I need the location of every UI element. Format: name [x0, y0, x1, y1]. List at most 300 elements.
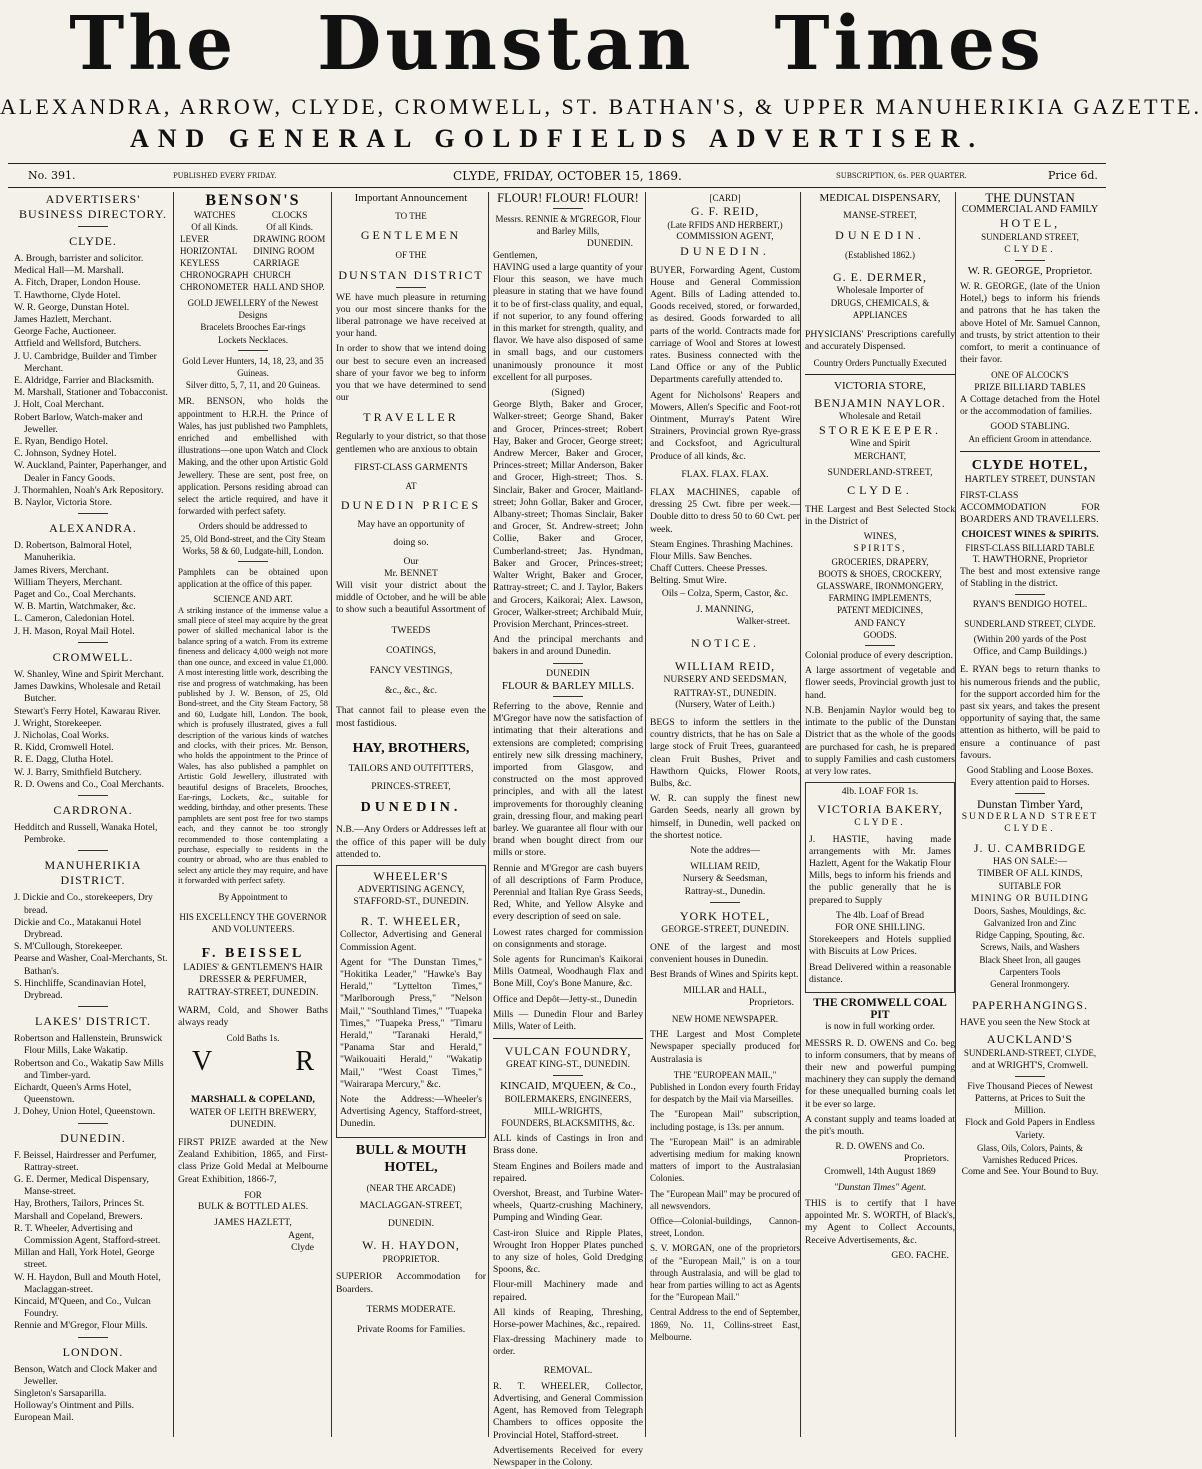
- text-line: Good Stabling and Loose Boxes.: [966, 764, 1094, 776]
- divider: [238, 350, 268, 351]
- newspaper-title: [0, 2, 1114, 86]
- directory-entry: Millan and Hall, York Hotel, George street.: [14, 1247, 155, 1271]
- text-line: CLYDE.: [847, 482, 913, 497]
- paragraph: The "European Mail" may be procured of all newsvendors.: [650, 1188, 800, 1211]
- text-line: HIS EXCELLENCY THE GOVERNOR: [179, 911, 327, 922]
- directory-entry: Robert Barlow, Watch-maker and Jeweller.: [14, 411, 143, 435]
- text-line: MACLAGGAN-STREET,: [359, 1199, 463, 1211]
- benson-table: [178, 209, 328, 293]
- paragraph: Steam Engines and Boilers made and repaired.: [493, 1160, 643, 1184]
- paragraph: Will visit your district about the middle of October, and he will be able to show such a beautiful Assortment of: [336, 580, 486, 616]
- paragraph: FIRST PRIZE awarded at the New Zealand Exhibition, 1865, and First-class Prize Gold Medal at Melbourne Great Exhibition, 1866-7,: [178, 1137, 328, 1185]
- table-cell: CHURCH: [253, 270, 291, 280]
- text-line: Carpenters Tools: [999, 966, 1061, 977]
- text-line: Flock and Gold Papers in Endless Variety.: [965, 1117, 1095, 1141]
- text-line: Black Sheet Iron, all gauges: [979, 954, 1081, 965]
- divider: [78, 795, 108, 796]
- text-line: Agent,: [288, 1229, 314, 1241]
- directory-entry: Rennie and M'Gregor, Flour Mills.: [14, 1320, 148, 1332]
- table-cell: LEVER: [180, 234, 209, 244]
- text-line: DUNEDIN.: [586, 237, 633, 249]
- text-line: Silver ditto, 5, 7, 11, and 20 Guineas.: [185, 380, 321, 391]
- text-line: Rattray-st., Dunedin.: [684, 885, 766, 897]
- paragraph: FLAX MACHINES, capable of dressing 25 Cwt. fibre per week.—Double ditto to dress 50 to 60 Cwt. per week.: [650, 487, 800, 535]
- text-line: STAFFORD-ST., DUNEDIN.: [353, 896, 469, 908]
- paragraph: Sole agents for Runciman's Kaikorai Mills Oatmeal, Woodhaugh Flax and Bone Mill, Coy's Bone Manure, &c.: [493, 953, 643, 990]
- subscription-note: SUBSCRIPTION, 6s. PER QUARTER.: [836, 172, 967, 180]
- text-line: R. T. WHEELER,: [360, 914, 462, 929]
- text-line: &c., &c., &c.: [385, 685, 437, 697]
- text-line: TIMBER OF ALL KINDS,: [977, 868, 1083, 880]
- directory-entry: J. Dohey, Union Hotel, Queenstown.: [14, 1106, 156, 1118]
- text-line: (NEAR THE ARCADE): [366, 1182, 456, 1193]
- directory-entry: Robertson and Co., Wakatip Saw Mills and Timber-yard.: [14, 1057, 164, 1081]
- text-line: WATER OF LEITH BREWERY,: [189, 1106, 317, 1118]
- directory-heading: ADVERTISERS': [45, 192, 141, 206]
- divider: [710, 902, 740, 903]
- paragraph: WE have much pleasure in returning you our most sincere thanks for the liberal patronage we have received at your hand.: [336, 291, 486, 340]
- paragraph: In order to show that we intend doing our best to secure even an increased share of your favor we beg to inform you that we have determined to send our: [336, 343, 486, 404]
- section-title: LAKES' DISTRICT.: [35, 1014, 151, 1029]
- text-line: GOODS.: [863, 629, 897, 640]
- text-line: DUNSTAN DISTRICT: [338, 267, 484, 282]
- text-line: CHOICEST WINES & SPIRITS.: [961, 529, 1099, 541]
- text-line: (Late RFIDS AND HERBERT,): [667, 220, 783, 231]
- text-line: SUNDERLAND-STREET, CLYDE,: [963, 1048, 1097, 1059]
- text-line: Cold Baths 1s.: [226, 1033, 280, 1044]
- text-line: (Established 1862.): [845, 250, 915, 261]
- text-line: Messrs. RENNIE & M'GREGOR, Flour and Barley Mills,: [495, 214, 641, 237]
- text-line: General Ironmongery.: [990, 978, 1070, 989]
- ad-heading: MARSHALL & COPELAND,: [191, 1094, 315, 1106]
- divider: [78, 850, 108, 851]
- text-line: SUITABLE FOR: [998, 881, 1062, 892]
- directory-list: [14, 669, 172, 791]
- directory-entry: W. Shanley, Wine and Spirit Merchant.: [14, 668, 164, 680]
- ad-heading: THE CROMWELL COAL PIT: [813, 996, 947, 1022]
- text-line: DUNEDIN.: [360, 800, 462, 816]
- text-line: SUNDERLAND-STREET,: [827, 466, 933, 478]
- directory-entry: European Mail.: [14, 1412, 74, 1424]
- directory-entry: L. Cameron, Caledonian Hotel.: [14, 613, 135, 625]
- divider: [78, 226, 108, 227]
- divider: [553, 696, 583, 697]
- paragraph: BUYER, Forwarding Agent, Custom House and General Commission Agent. Bills of Lading attended to. Goods received, stored, or forwarded, as desired. Goods forwarded to all parts of the world. Contracts made for carriage of Wool and Stores at lowest rates. Business connected with the Land Office or any of the Public Departments carefully attended to.: [650, 264, 800, 386]
- paragraph: Flour-mill Machinery made and repaired.: [493, 1279, 643, 1303]
- paragraph: And the principal merchants and bakers in and around Dunedin.: [493, 634, 643, 658]
- vr-letter: V: [192, 1046, 213, 1078]
- issue-number: No. 391.: [28, 169, 76, 182]
- directory-entry: Singleton's Sarsaparilla.: [14, 1388, 107, 1400]
- directory-list: [14, 540, 172, 638]
- paragraph: S. V. MORGAN, one of the proprietors of the "European Mail," is on a tour through Australasia, and will be glad to hear from parties willing to act as Agents for the "European Mail.": [650, 1243, 800, 1303]
- text-line: Clyde: [291, 1241, 314, 1253]
- directory-entry: Pearse and Washer, Coal-Merchants, St. Bathan's.: [14, 953, 168, 977]
- divider: [78, 513, 108, 514]
- paragraph: THE Largest and Best Selected Stock in the District of: [805, 503, 955, 528]
- directory-list: [14, 253, 172, 509]
- directory-entry: J. Dickie and Co., storekeepers, Dry bread.: [14, 892, 153, 916]
- text-line: WINES,: [863, 531, 897, 543]
- table-cell: DINING ROOM: [253, 246, 315, 256]
- text-line: GOLD JEWELLERY of the Newest Designs: [187, 298, 319, 321]
- table-subheader: Of all Kinds.: [266, 222, 313, 232]
- paragraph: Colonial produce of every description.: [805, 650, 953, 662]
- directory-entry: Eichardt, Queen's Arms Hotel, Queenstown.: [14, 1081, 132, 1106]
- directory-entry: Attfield and Wellsford, Butchers.: [14, 338, 142, 350]
- paragraph: THE Largest and Most Complete Newspaper specially produced for Australasia is: [650, 1029, 800, 1065]
- table-cell: CARRIAGE: [253, 258, 300, 268]
- directory-entry: Hedditch and Russell, Wanaka Hotel, Pembroke.: [14, 821, 158, 846]
- text-line: MILLAR and HALL,: [683, 984, 767, 996]
- directory-list: [14, 1033, 172, 1118]
- text-line: MINING OR BUILDING: [970, 892, 1090, 904]
- benson-title: BENSON'S: [205, 192, 301, 209]
- text-line: DUNEDIN.: [387, 1217, 435, 1229]
- masthead-rule: [8, 163, 1106, 164]
- column-announcement: [336, 192, 486, 1437]
- text-line: Steam Engines. Thrashing Machines.: [650, 538, 793, 550]
- directory-entry: W. H. Haydon, Bull and Mouth Hotel, Maclaggan-street.: [14, 1271, 161, 1295]
- text-line: Every attention paid to Horses.: [970, 777, 1090, 789]
- paragraph: HAVING used a large quantity of your Flour this season, we have much pleasure in stating that we have found it to be of first-class quality, and equal, if not superior, to any found offering in this market for strength, quality, and flavor. We have also disposed of same in small bags, and our customers unanimously pronounce it most excellent for all purposes.: [493, 262, 643, 383]
- text-line: TRAVELLER: [363, 410, 459, 425]
- directory-entry: James Dawkins, Wholesale and Retail Butcher.: [14, 681, 161, 705]
- directory-entry: W. R. George, Dunstan Hotel.: [14, 301, 130, 313]
- divider: [1015, 793, 1045, 794]
- ad-heading: NEW HOME NEWSPAPER.: [671, 1013, 779, 1024]
- divider: [1015, 1076, 1045, 1077]
- text-line: Wholesale and Retail: [838, 411, 922, 423]
- directory-entry: W. Auckland, Painter, Paperhanger, and Dealer in Fancy Goods.: [14, 460, 167, 484]
- ad-heading: PAPERHANGINGS.: [972, 998, 1088, 1013]
- paragraph: Flax-dressing Machinery made to order.: [493, 1334, 643, 1358]
- ad-heading: VICTORIA BAKERY,: [817, 802, 943, 817]
- ad-heading: WHEELER'S: [373, 868, 449, 883]
- directory-entry: Benson, Watch and Clock Maker and Jeweller.: [14, 1363, 157, 1387]
- ad-heading: FLOUR! FLOUR! FLOUR!: [497, 191, 639, 205]
- paragraph: All kinds of Reaping, Threshing, Horse-power Machines, &c., repaired.: [493, 1306, 643, 1331]
- ad-heading: Important Announcement: [354, 192, 468, 204]
- text-line: HOTEL,: [999, 216, 1061, 231]
- text-line: FOR ONE SHILLING.: [835, 921, 925, 933]
- text-line: W. H. HAYDON,: [362, 1238, 460, 1253]
- paragraph: WARM, Cold, and Shower Baths always ready: [178, 1004, 328, 1029]
- text-line: CLYDE.: [854, 817, 906, 829]
- directory-entry: Robertson and Hallenstein, Brunswick Flour Mills, Lake Wakatip.: [14, 1033, 163, 1057]
- text-line: MANSE-STREET,: [843, 210, 917, 222]
- paragraph: SUPERIOR Accommodation for Boarders.: [336, 1271, 486, 1295]
- paragraph: FIRST-CLASS ACCOMMODATION FOR BOARDERS AND TRAVELLERS.: [960, 489, 1100, 526]
- directory-entry: Marshall and Copeland, Brewers.: [14, 1210, 143, 1222]
- text-line: GENTLEMEN: [360, 228, 462, 243]
- text-line: ONE OF ALCOCK'S: [991, 370, 1069, 381]
- text-line: THE "EUROPEAN MAIL,": [673, 1069, 777, 1080]
- masthead: [0, 0, 1202, 165]
- divider: [805, 374, 955, 375]
- section-title: DUNEDIN.: [60, 1130, 126, 1145]
- text-line: DRUGS, CHEMICALS, & APPLIANCES: [830, 297, 930, 321]
- text-line: Orders should be addressed to: [198, 521, 308, 532]
- directory-entry: Holloway's Ointment and Pills.: [14, 1400, 135, 1412]
- text-line: The 4lb. Loaf of Bread: [835, 909, 925, 921]
- text-line: Wine and Spirit: [849, 438, 911, 450]
- text-line: Bracelets Brooches Ear-rings: [200, 322, 306, 333]
- text-line: COMMISSION AGENT,: [676, 231, 774, 243]
- text-line: WILLIAM REID,: [690, 861, 760, 873]
- text-line: BOOTS & SHOES, CROCKERY,: [818, 568, 942, 579]
- paragraph: N.B.—Any Orders or Addresses left at the office of this paper will be duly attended to.: [336, 824, 486, 860]
- text-line: Gold Lever Hunters, 14, 18, 23, and 35 Guineas.: [182, 355, 324, 379]
- paragraph: Storekeepers and Hotels supplied with Biscuits at Low Prices.: [809, 934, 951, 958]
- text-line: Nursery & Seedsman,: [682, 873, 768, 885]
- ad-heading: YORK HOTEL,: [679, 908, 771, 923]
- paragraph: R. T. WHEELER, Collector, Advertising, and General Commission Agent, has Removed from Telegraph Chambers to offices opposite the Provincial Hotel, Stafford-street.: [493, 1380, 643, 1441]
- divider: [78, 642, 108, 643]
- masthead-subtitle-2: AND GENERAL GOLDFIELDS ADVERTISER.: [129, 124, 985, 153]
- ad-heading: THE DUNSTAN: [985, 190, 1075, 205]
- paragraph: Rennie and M'Gregor are cash buyers of all descriptions of Farm Produce, Perennial and Italian Rye Grass Seeds, Red, White, and Yellow Alsyke and every description of seed on sale.: [493, 862, 643, 923]
- text-line: Doors, Sashes, Mouldings, &c.: [973, 905, 1087, 916]
- paragraph: Pamphlets can be obtained upon application at the office of this paper.: [178, 567, 328, 590]
- ad-heading: MEDICAL DISPENSARY,: [819, 192, 941, 204]
- directory-entry: J. Thormahlen, Noah's Ark Repository.: [14, 484, 164, 496]
- text-line: OF THE: [395, 250, 427, 261]
- section-title: CLYDE.: [69, 234, 117, 248]
- text-line: May have an opportunity of: [357, 519, 465, 531]
- divider: [553, 1075, 583, 1076]
- divider: [78, 1123, 108, 1124]
- text-line: "Dunstan Times" Agent.: [833, 1181, 927, 1193]
- text-line: J. MANNING,: [696, 603, 754, 615]
- paragraph: THIS is to certify that I have appointed Mr. S. WORTH, of Black's, my Agent to Collect Accounts, Receive Advertisements, &c.: [805, 1198, 955, 1246]
- text-line: DUNEDIN.: [229, 1118, 277, 1130]
- directory-entry: J. Holt, Coal Merchant.: [14, 399, 105, 411]
- text-line: FARMING IMPLEMENTS,: [828, 593, 932, 604]
- ad-heading: W. R. GEORGE, Proprietor.: [967, 264, 1093, 277]
- paragraph: Office—Colonial-buildings, Cannon-street, London.: [650, 1216, 800, 1239]
- directory-entry: R. E. Dagg, Clutha Hotel.: [14, 754, 114, 766]
- directory-entry: J. Nicholas, Coal Works.: [14, 729, 109, 741]
- directory-entry: William Theyers, Merchant.: [14, 576, 123, 588]
- paragraph: MESSRS R. D. OWENS and Co. beg to inform consumers, that by means of their new and powerful pumping machinery they can supply the demand for these unequalled burning coals let it be ever so large.: [805, 1037, 955, 1110]
- directory-entry: E. Aldridge, Farrier and Blacksmith.: [14, 375, 154, 387]
- text-line: DUNEDIN.: [835, 228, 925, 243]
- divider: [1015, 260, 1045, 261]
- text-line: (Signed): [551, 387, 585, 399]
- text-line: Gentlemen,: [493, 249, 538, 261]
- info-bar: [8, 166, 1106, 186]
- directory-list: [14, 822, 172, 846]
- text-line: COMMERCIAL AND FAMILY: [961, 204, 1099, 216]
- text-line: NURSERY AND SEEDSMAN,: [663, 674, 787, 686]
- paragraph: The "European Mail" subscription, including postage, is 13s. per annum.: [650, 1109, 800, 1132]
- text-line: GREAT KING-ST., DUNEDIN.: [505, 1059, 631, 1071]
- divider: [553, 208, 583, 209]
- text-line: Five Thousand Pieces of Newest Patterns, at Prices to Suit the Million.: [967, 1080, 1093, 1117]
- text-line: RATTRAY-STREET, DUNEDIN.: [187, 986, 319, 998]
- directory-entry: Hay, Brothers, Tailors, Princes St.: [14, 1198, 145, 1210]
- paragraph: MR. BENSON, who holds the appointment to H.R.H. the Prince of Wales, has just published two Pamphlets, enriched and embellished with illustrations—one upon Watch and Clock Making, and the other upon Artistic Gold Jewellery. These are sent, post free, on application. Persons residing abroad can select the article required, and have it forwarded with perfect safety.: [178, 396, 328, 517]
- paragraph: E. RYAN begs to return thanks to his numerous friends and the public, for the support accorded him for the past six years, and takes the present opportunity of saying that, the same attention as hitherto, will be paid to ensure a continuance of past favours.: [960, 664, 1100, 761]
- directory-entry: B. Naylor, Victoria Store.: [14, 497, 112, 509]
- section-title: ALEXANDRA.: [49, 521, 137, 536]
- paragraph: N.B. Benjamin Naylor would beg to intimate to the public of the Dunstan District that as the whole of the goods are purchased for cash, he is prepared to supply Families and cash customers at very low rates.: [805, 704, 955, 777]
- text-line: SPIRITS,: [853, 543, 907, 555]
- paragraph: ALL kinds of Castings in Iron and Brass done.: [493, 1133, 643, 1157]
- ad-heading: G. F. REID,: [690, 204, 760, 219]
- text-line: GLASSWARE, IRONMONGERY,: [816, 581, 944, 592]
- directory-entry: W. J. Barry, Smithfield Butchery.: [14, 766, 142, 778]
- text-line: Screws, Nails, and Washers: [980, 942, 1080, 953]
- text-line: Walker-street.: [736, 616, 790, 628]
- divider: [78, 1006, 108, 1007]
- paragraph: PHYSICIANS' Prescriptions carefully and accurately Dispensed.: [805, 329, 955, 353]
- text-line: PRINCES-STREET,: [371, 781, 451, 793]
- paragraph: Central Address to the end of September, 1869, No. 11, Collins-street East, Melbourne.: [650, 1307, 800, 1342]
- column-reid: [650, 192, 800, 1437]
- paragraph: The best and most extensive range of Stabling in the district.: [960, 566, 1100, 590]
- directory-entry: F. Beissel, Hairdresser and Perfumer, Rattray-street.: [14, 1149, 157, 1173]
- text-line: DUNEDIN PRICES: [340, 498, 482, 513]
- directory-entry: J. H. Mason, Royal Mail Hotel.: [14, 625, 135, 637]
- directory-entry: James Rivers, Merchant.: [14, 564, 109, 576]
- paragraph: A large assortment of vegetable and flower seeds, Provincial growth just to hand.: [805, 665, 955, 701]
- ad-heading: VULCAN FOUNDRY,: [504, 1044, 632, 1059]
- ad-heading: KINCAID, M'QUEEN, & Co.,: [499, 1080, 637, 1093]
- text-line: Galvanized Iron and Zinc: [983, 917, 1077, 928]
- paragraph: Cast-iron Sluice and Ripple Plates, Wrought Iron Hopper Plates punched to any size of holes, Gold Dredging Spoons, &c.: [493, 1227, 643, 1276]
- directory-entry: Kincaid, M'Queen, and Co., Vulcan Foundry.: [14, 1296, 151, 1320]
- text-line: 25, Old Bond-street, and the City Steam Works, 58 & 60, Ludgate-hill, London.: [180, 533, 326, 556]
- directory-entry: S. M'Cullough, Storekeeper.: [14, 941, 123, 953]
- text-line: RATTRAY-ST., DUNEDIN.: [673, 687, 777, 698]
- directory-list: [14, 892, 172, 1002]
- paragraph: Published in London every fourth Friday for despatch by the Mail via Marseilles.: [650, 1081, 800, 1105]
- directory-entry: E. Ryan, Bendigo Hotel.: [14, 436, 108, 448]
- directory-entry: R. T. Wheeler, Advertising and Commission Agent, Stafford-street.: [14, 1222, 161, 1246]
- text-line: PATENT MEDICINES,: [836, 605, 923, 616]
- table-header: CLOCKS: [271, 210, 308, 220]
- directory-entry: Dickie and Co., Matakanui Hotel Drybread.: [14, 916, 142, 940]
- text-line: Proprietors.: [748, 996, 794, 1008]
- text-line: By Appointment to: [218, 891, 288, 902]
- ad-heading: BENJAMIN NAYLOR.: [814, 396, 946, 411]
- title-word-the: The: [69, 1, 238, 87]
- text-line: AND VOLUNTEERS.: [211, 924, 295, 935]
- text-line: Proprietors.: [903, 1153, 949, 1165]
- text-line: is now in full working order.: [825, 1021, 935, 1033]
- column-flour: [493, 191, 643, 1469]
- column-benson: [178, 192, 328, 1437]
- text-line: DUNEDIN.: [680, 243, 770, 258]
- info-rule: [8, 187, 1106, 188]
- text-line: DUNEDIN: [546, 667, 590, 679]
- text-line: AUCKLAND'S: [986, 1032, 1074, 1047]
- table-cell: CHRONOMETER: [180, 282, 249, 292]
- text-line: R. D. OWENS and Co.: [835, 1141, 925, 1153]
- text-line: Cromwell, 14th August 1869: [824, 1165, 936, 1177]
- divider: [238, 561, 268, 562]
- paragraph: HAVE you seen the New Stock at: [960, 1017, 1090, 1029]
- text-line: Ridge Capping, Spouting, &c.: [975, 930, 1085, 941]
- table-cell: HALL AND SHOP.: [253, 282, 325, 292]
- text-line: AT: [405, 481, 417, 492]
- directory-entry: R. Kidd, Cromwell Hotel.: [14, 742, 114, 754]
- text-line: FANCY VESTINGS,: [369, 665, 453, 677]
- text-line: PRIZE BILLIARD TABLES: [974, 381, 1086, 393]
- text-line: HARTLEY STREET, DUNSTAN: [964, 473, 1096, 485]
- section-title: CROMWELL.: [52, 649, 134, 664]
- directory-list: [14, 1150, 172, 1333]
- ad-heading: F. BEISSEL: [201, 946, 305, 962]
- text-line: LADIES' & GENTLEMEN'S HAIR: [183, 962, 323, 974]
- divider: [553, 663, 583, 664]
- paragraph: Mills — Dunedin Flour and Barley Mills, Water of Leith.: [493, 1008, 643, 1032]
- text-line: Come and See. Your Bound to Buy.: [961, 1166, 1099, 1178]
- paragraph: The "European Mail" is an admirable advertising medium for making known matters of import to the Australasian Colonies.: [650, 1136, 800, 1184]
- text-line: Country Orders Punctually Executed: [813, 357, 947, 368]
- divider: [1015, 594, 1045, 595]
- paragraph: Lowest rates charged for commission on consignments and storage.: [493, 926, 643, 950]
- paragraph: Bread Delivered within a reasonable distance.: [809, 961, 951, 985]
- text-line: (Nursery, Water of Leith.): [675, 698, 775, 710]
- text-line: [CARD]: [709, 193, 741, 203]
- text-line: FIRST-CLASS BILLIARD TABLE: [965, 542, 1095, 553]
- text-line: ADVERTISING AGENCY,: [357, 883, 465, 895]
- text-line: An efficient Groom in attendance.: [968, 434, 1092, 445]
- text-line: Wholesale Importer of: [836, 284, 924, 296]
- section-title: MANUHERIKIA DISTRICT.: [44, 858, 142, 888]
- text-line: and at WRIGHT'S, Cromwell.: [971, 1059, 1089, 1071]
- table-header: WATCHES: [193, 210, 236, 220]
- directory-entry: J. Wright, Storekeeper.: [14, 717, 102, 729]
- divider: [493, 1038, 643, 1039]
- text-line: (Within 200 yards of the Post Office, and Camp Buildings.): [973, 633, 1087, 658]
- ad-heading: 4lb. LOAF FOR 1s.: [841, 786, 919, 798]
- text-line: SUNDERLAND STREET, CLYDE.: [964, 618, 1096, 629]
- text-line: AND FANCY: [854, 617, 906, 628]
- ad-heading: FLOUR & BARLEY MILLS.: [501, 679, 635, 692]
- text-line: STOREKEEPER.: [818, 423, 942, 438]
- columns: [8, 190, 1106, 1469]
- text-line: doing so.: [393, 537, 429, 549]
- directory-entry: C. Johnson, Sydney Hotel.: [14, 448, 117, 460]
- section-title: CARDRONA.: [53, 802, 133, 817]
- directory-entry: M. Marshall, Stationer and Tobacconist.: [14, 387, 168, 399]
- text-line: SCIENCE AND ART.: [213, 594, 293, 605]
- wheeler-ad: [336, 865, 486, 1138]
- price: Price 6d.: [1048, 169, 1098, 182]
- directory-entry: G. E. Dermer, Medical Dispensary, Manse-street.: [14, 1173, 149, 1198]
- ad-heading: FLAX. FLAX. FLAX.: [681, 468, 769, 480]
- directory-entry: T. Hawthorne, Clyde Hotel.: [14, 289, 121, 301]
- text-line: GEORGE-STREET, DUNEDIN.: [661, 923, 789, 935]
- ad-heading: Dunstan Timber Yard,: [976, 797, 1084, 812]
- paragraph: Note the Address:—Wheeler's Advertising Agency, Stafford-street, Dunedin.: [340, 1093, 482, 1130]
- paragraph: That cannot fail to please even the most fastidious.: [336, 705, 486, 729]
- directory-heading-2: BUSINESS DIRECTORY.: [19, 207, 167, 221]
- text-line: SUNDERLAND STREET: [961, 810, 1099, 822]
- text-line: GEO. FACHE.: [891, 1249, 949, 1261]
- paragraph: Agent for "The Dunstan Times," "Hokitika Leader," "Hawke's Bay Herald," "Lyttelton Times," "Marlborough Press," "Nelson Mail," "Southland Times," "Tuapeka Times," "Tuapeka Press," "Timaru Herald," "Taranaki Herald," "Panama Star and Herald," "Waikouaiti Herald," "Wakatip Mail," "West Coast Times," "Wairarapa Mercury," &c.: [340, 956, 482, 1090]
- ad-heading: G. E. DERMER,: [833, 269, 927, 284]
- paragraph: W. R. can supply the finest new Garden Seeds, nearly all grown by himself, in Dunedin, well packed on the shortest notice.: [650, 793, 800, 841]
- text-line: PROPRIETOR.: [382, 1254, 440, 1265]
- text-line: Oils – Colza, Sperm, Castor, &c.: [661, 587, 789, 599]
- divider: [865, 645, 895, 646]
- paragraph: Regularly to your district, so that those gentlemen who are anxious to obtain: [336, 431, 486, 455]
